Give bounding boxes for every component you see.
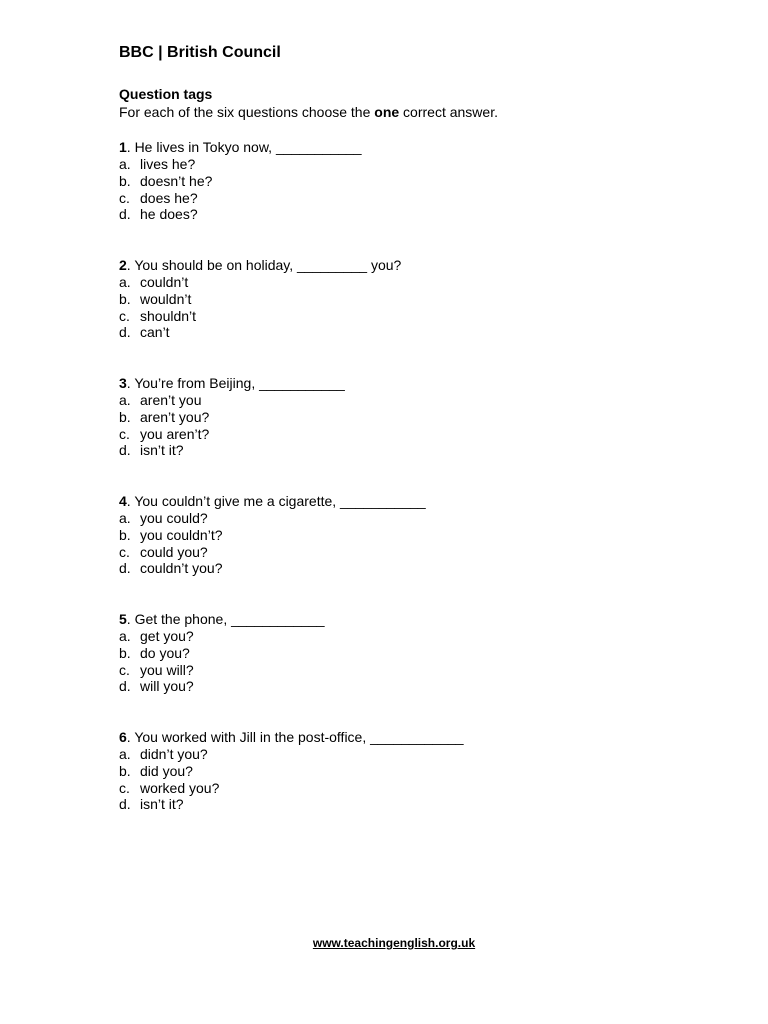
answer-option-c[interactable]	[119, 426, 679, 443]
option-letter: a.	[119, 274, 131, 290]
instructions-emphasis: one	[374, 104, 400, 120]
option-letter: c.	[119, 425, 130, 442]
option-text: doesn’t he?	[140, 172, 213, 189]
option-text: lives he?	[140, 156, 196, 172]
question-stem	[119, 375, 679, 392]
answer-option-c[interactable]	[119, 780, 679, 797]
option-letter: d.	[119, 206, 131, 223]
question-number: 2	[119, 257, 127, 273]
option-text: couldn’t you?	[140, 560, 223, 577]
answer-option-c[interactable]	[119, 308, 679, 325]
option-letter: b.	[119, 526, 131, 543]
question-stem	[119, 611, 679, 628]
question-6	[119, 729, 679, 813]
instructions	[119, 104, 498, 121]
option-letter: a.	[119, 628, 131, 644]
answer-option-b[interactable]	[119, 763, 679, 780]
question-number: 5	[119, 611, 127, 627]
option-letter: b.	[119, 172, 131, 189]
option-letter: b.	[119, 408, 131, 425]
question-number: 6	[119, 729, 127, 745]
answer-option-b[interactable]	[119, 173, 679, 190]
footer-link[interactable]: www.teachingenglish.org.uk	[312, 936, 476, 950]
option-text: could you?	[140, 543, 208, 560]
question-stem	[119, 257, 679, 274]
option-text: can’t	[140, 324, 170, 341]
option-letter: c.	[119, 779, 130, 796]
answer-option-c[interactable]	[119, 190, 679, 207]
question-4	[119, 493, 679, 577]
answer-option-b[interactable]	[119, 645, 679, 662]
answer-option-a[interactable]	[119, 156, 679, 173]
option-text: does he?	[140, 189, 198, 206]
section-title: Question tags	[119, 86, 213, 102]
option-letter: a.	[119, 392, 131, 408]
option-letter: b.	[119, 762, 131, 779]
page-header: BBC | British Council	[119, 44, 281, 61]
option-text: you will?	[140, 661, 194, 678]
option-text: did you?	[140, 762, 193, 779]
question-2	[119, 257, 679, 341]
page-footer	[0, 936, 768, 951]
question-text: . He lives in Tokyo now, ___________	[126, 139, 362, 155]
question-3	[119, 375, 679, 459]
option-letter: a.	[119, 156, 131, 172]
answer-option-c[interactable]	[119, 544, 679, 561]
instructions-text-start: For each of the six questions choose the	[119, 104, 375, 120]
instructions-text-end: correct answer.	[399, 104, 498, 120]
answer-option-d[interactable]	[119, 796, 679, 813]
question-number: 4	[119, 493, 127, 509]
answer-option-b[interactable]	[119, 409, 679, 426]
option-letter: a.	[119, 746, 131, 762]
answer-option-a[interactable]	[119, 746, 679, 763]
answer-option-b[interactable]	[119, 527, 679, 544]
option-letter: d.	[119, 560, 131, 577]
option-text: aren’t you?	[140, 408, 210, 425]
question-1	[119, 139, 679, 223]
answer-option-b[interactable]	[119, 291, 679, 308]
question-text: . You couldn’t give me a cigarette, ___________	[126, 493, 426, 509]
option-letter: c.	[119, 543, 130, 560]
question-text: . You’re from Beijing, ___________	[126, 375, 345, 391]
answer-option-c[interactable]	[119, 662, 679, 679]
option-text: do you?	[140, 644, 190, 661]
option-text: shouldn’t	[140, 307, 197, 324]
option-letter: d.	[119, 442, 131, 459]
question-stem	[119, 729, 679, 746]
question-number: 3	[119, 375, 127, 391]
option-text: get you?	[140, 628, 194, 644]
answer-option-d[interactable]	[119, 324, 679, 341]
answer-option-d[interactable]	[119, 560, 679, 577]
option-letter: b.	[119, 290, 131, 307]
option-text: you aren’t?	[140, 425, 210, 442]
option-text: worked you?	[140, 779, 220, 796]
answer-option-a[interactable]	[119, 510, 679, 527]
option-text: isn’t it?	[140, 796, 184, 813]
option-letter: a.	[119, 510, 131, 526]
option-text: you couldn’t?	[140, 526, 223, 543]
option-text: isn’t it?	[140, 442, 184, 459]
option-text: will you?	[140, 678, 194, 695]
answer-option-d[interactable]	[119, 678, 679, 695]
answer-option-a[interactable]	[119, 274, 679, 291]
option-text: he does?	[140, 206, 198, 223]
option-letter: c.	[119, 189, 130, 206]
question-number: 1	[119, 139, 127, 155]
answer-option-a[interactable]	[119, 628, 679, 645]
question-text: . You should be on holiday, _________ you?	[126, 257, 402, 273]
answer-option-a[interactable]	[119, 392, 679, 409]
option-text: aren’t you	[140, 392, 202, 408]
option-text: wouldn’t	[140, 290, 192, 307]
question-5	[119, 611, 679, 695]
option-letter: d.	[119, 678, 131, 695]
question-text: . You worked with Jill in the post-office, ____________	[126, 729, 464, 745]
option-text: you could?	[140, 510, 208, 526]
answer-option-d[interactable]	[119, 206, 679, 223]
question-text: . Get the phone, ____________	[126, 611, 325, 627]
option-text: couldn’t	[140, 274, 189, 290]
answer-option-d[interactable]	[119, 442, 679, 459]
question-stem	[119, 139, 679, 156]
option-letter: c.	[119, 307, 130, 324]
option-letter: d.	[119, 324, 131, 341]
option-letter: d.	[119, 796, 131, 813]
option-text: didn’t you?	[140, 746, 208, 762]
option-letter: b.	[119, 644, 131, 661]
question-stem	[119, 493, 679, 510]
option-letter: c.	[119, 661, 130, 678]
